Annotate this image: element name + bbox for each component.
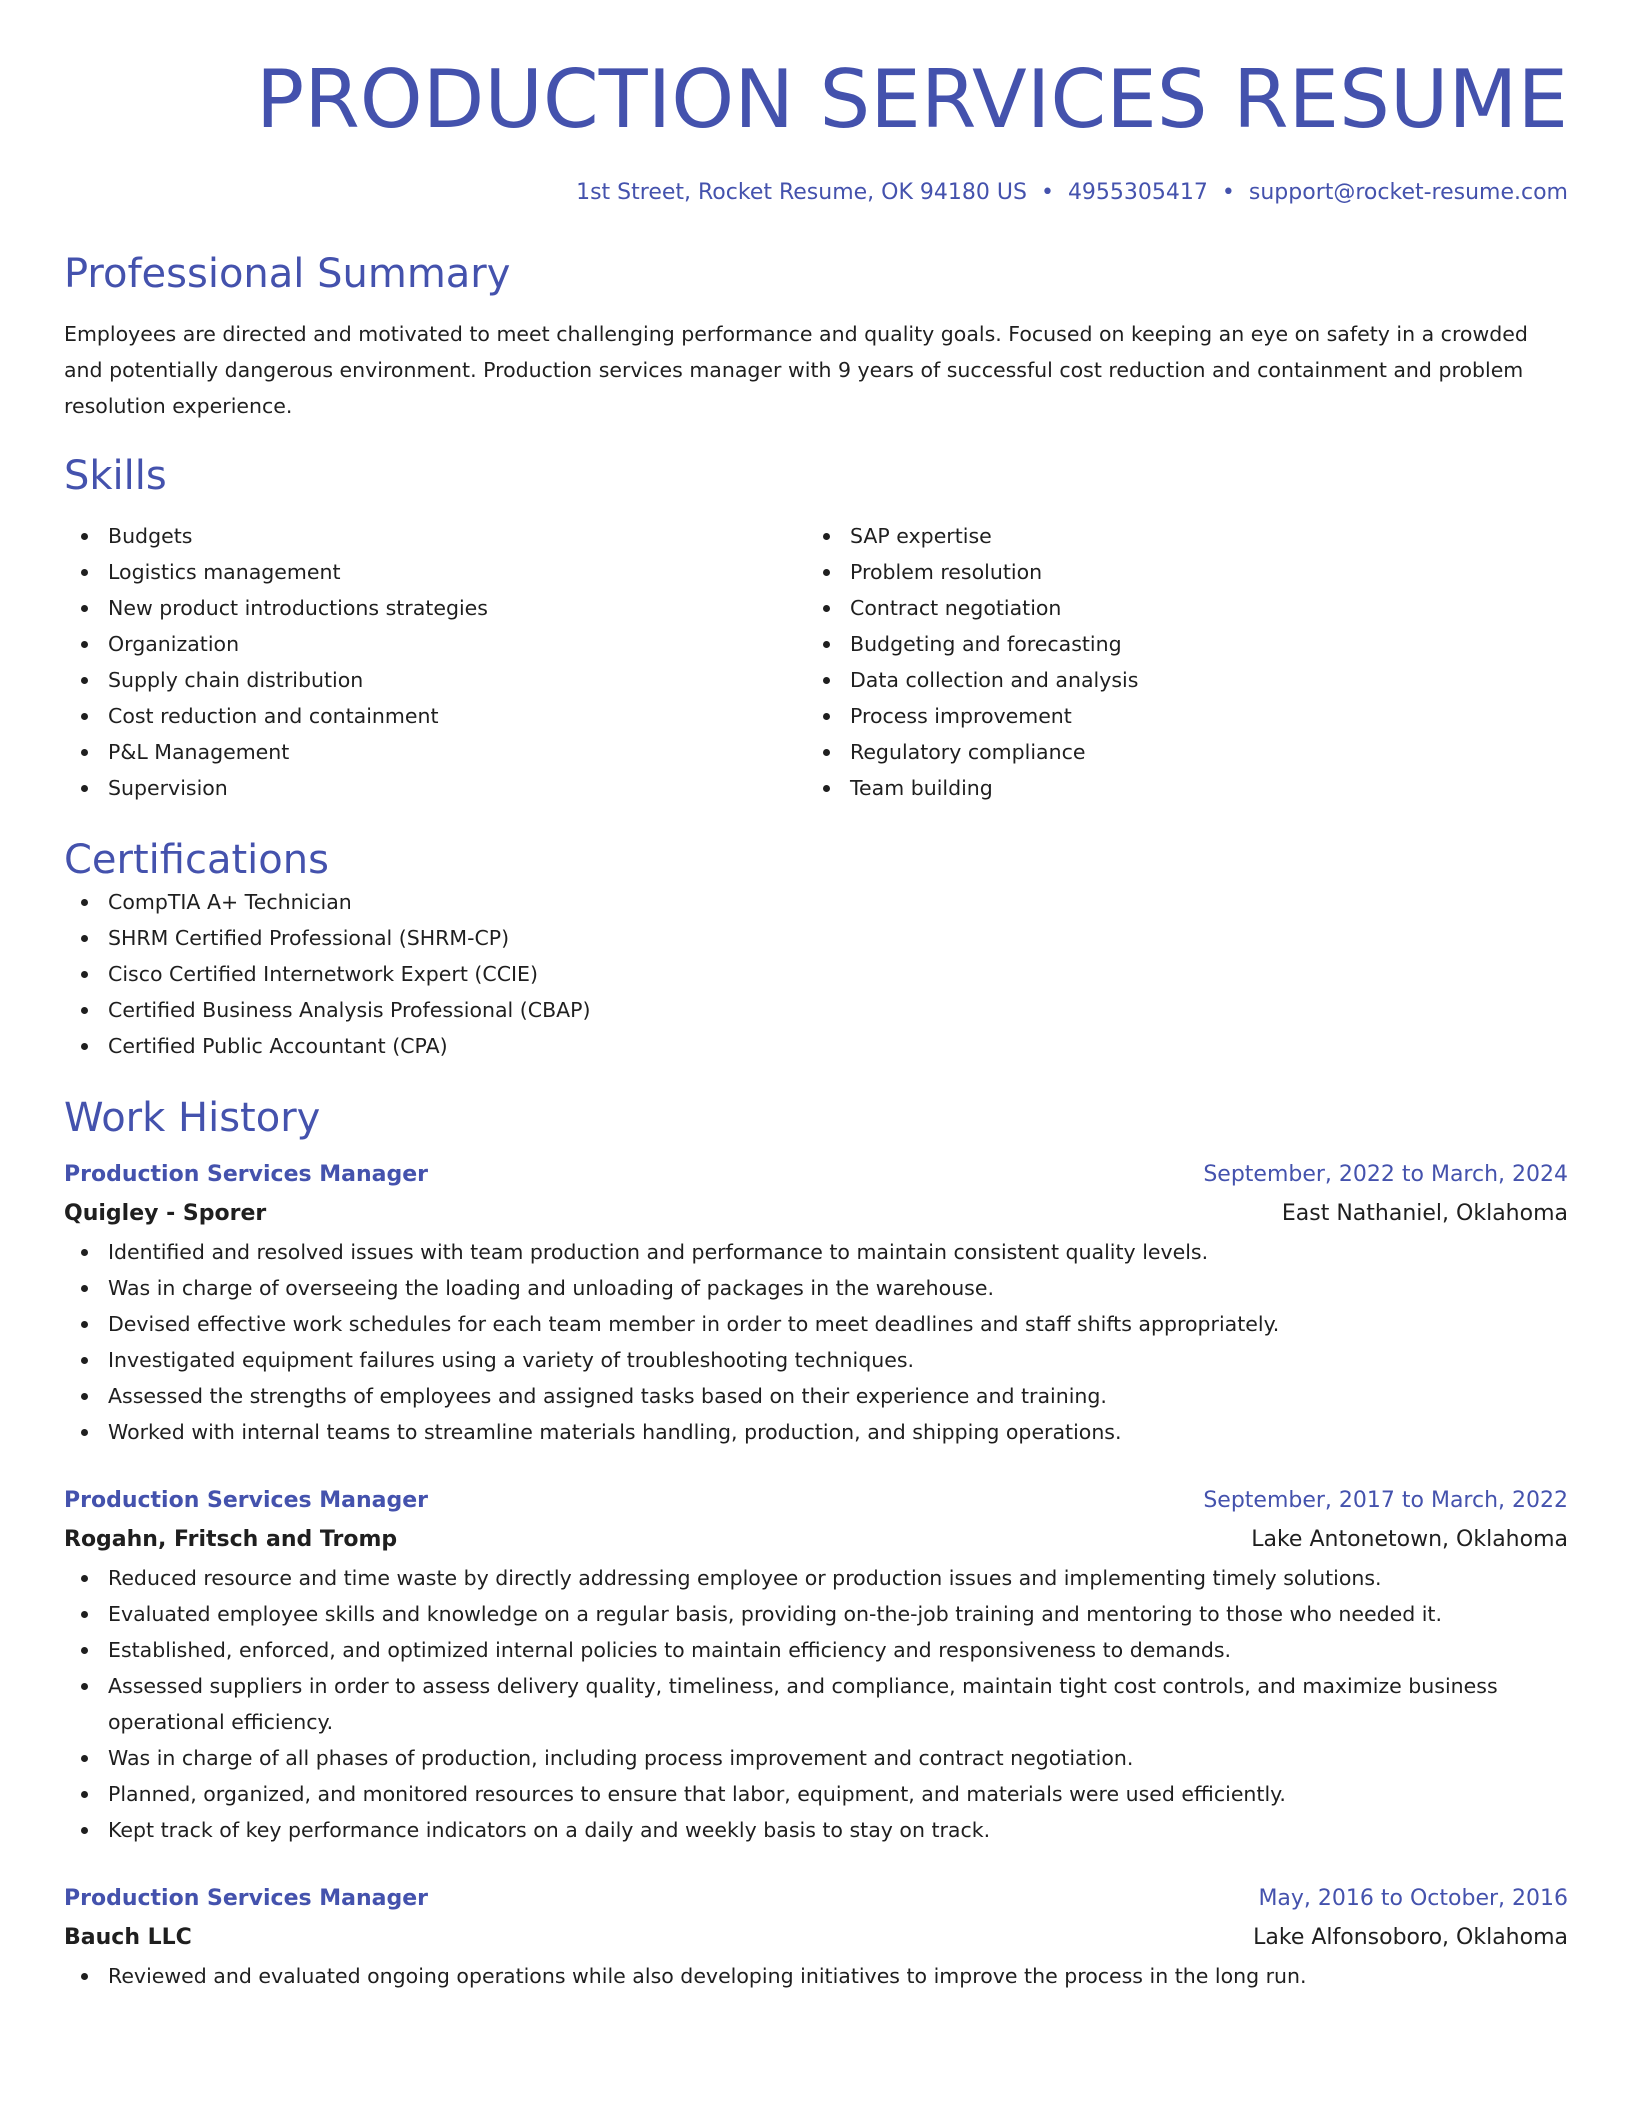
skill-item: Cost reduction and containment	[64, 698, 806, 734]
job-header-row	[64, 1156, 1568, 1194]
job-title: Production Services Manager	[64, 1886, 429, 1911]
skill-item: New product introductions strategies	[64, 590, 806, 626]
job-header-row	[64, 1482, 1568, 1520]
job-location: East Nathaniel, Oklahoma	[1281, 1201, 1568, 1226]
summary-text: Employees are directed and motivated to meet challenging performance and quality goals. Focused on keeping an eye on safety in a crowded and potentially dangerous environment. Production services manager with 9 years of successful cost reduction and containment and problem resolution experience.	[64, 322, 1528, 418]
skill-item: Logistics management	[64, 554, 806, 590]
job-duty: Evaluated employee skills and knowledge on a regular basis, providing on-the-job training and mentoring to those who needed it.	[64, 1596, 1568, 1632]
resume-page	[64, 0, 1568, 1994]
job-entry	[64, 1156, 1568, 1450]
job-dates: September, 2017 to March, 2022	[1203, 1488, 1568, 1513]
resume-title: PRODUCTION SERVICES RESUME	[255, 53, 1568, 146]
job-entry	[64, 1482, 1568, 1848]
skill-item: Organization	[64, 626, 806, 662]
skills-grid	[64, 518, 1568, 806]
job-company: Rogahn, Fritsch and Tromp	[64, 1527, 398, 1552]
job-duties-list	[64, 1560, 1568, 1848]
job-duties-list	[64, 1958, 1568, 1994]
skills-list-right	[806, 518, 1548, 806]
job-company-row	[64, 1918, 1568, 1958]
job-dates: May, 2016 to October, 2016	[1258, 1886, 1568, 1911]
skill-item: P&L Management	[64, 734, 806, 770]
job-duty: Was in charge of overseeing the loading and unloading of packages in the warehouse.	[64, 1270, 1568, 1306]
job-duty: Kept track of key performance indicators on a daily and weekly basis to stay on track.	[64, 1812, 1568, 1848]
contact-separator: •	[1040, 180, 1054, 205]
skill-item: Regulatory compliance	[806, 734, 1548, 770]
job-duty: Identified and resolved issues with team production and performance to maintain consistent quality levels.	[64, 1234, 1568, 1270]
skill-item: Data collection and analysis	[806, 662, 1548, 698]
job-header-row	[64, 1880, 1568, 1918]
job-location: Lake Antonetown, Oklahoma	[1251, 1527, 1568, 1552]
work-history-heading: Work History	[64, 1095, 321, 1141]
certification-item: Certified Public Accountant (CPA)	[64, 1028, 1568, 1064]
job-title: Production Services Manager	[64, 1488, 429, 1513]
contact-separator: •	[1221, 180, 1235, 205]
job-duty: Investigated equipment failures using a variety of troubleshooting techniques.	[64, 1342, 1568, 1378]
skill-item: Supply chain distribution	[64, 662, 806, 698]
job-duty: Worked with internal teams to streamline materials handling, production, and shipping operations.	[64, 1414, 1568, 1450]
skill-item: Team building	[806, 770, 1548, 806]
certification-item: CompTIA A+ Technician	[64, 884, 1568, 920]
certification-item: Certified Business Analysis Professional (CBAP)	[64, 992, 1568, 1028]
skill-item: Contract negotiation	[806, 590, 1548, 626]
contact-line	[64, 178, 1568, 208]
job-duty: Assessed suppliers in order to assess delivery quality, timeliness, and compliance, maintain tight cost controls, and maximize business operational efficiency.	[64, 1668, 1568, 1740]
job-duty: Established, enforced, and optimized internal policies to maintain efficiency and responsiveness to demands.	[64, 1632, 1568, 1668]
certification-item: SHRM Certified Professional (SHRM-CP)	[64, 920, 1568, 956]
skill-item: Budgeting and forecasting	[806, 626, 1548, 662]
skill-item: Supervision	[64, 770, 806, 806]
job-location: Lake Alfonsoboro, Oklahoma	[1253, 1925, 1568, 1950]
skills-list-left	[64, 518, 806, 806]
job-company-row	[64, 1520, 1568, 1560]
job-duty: Devised effective work schedules for each team member in order to meet deadlines and staff shifts appropriately.	[64, 1306, 1568, 1342]
job-company: Bauch LLC	[64, 1925, 192, 1950]
job-company-row	[64, 1194, 1568, 1234]
skills-heading: Skills	[64, 453, 167, 499]
job-duty: Was in charge of all phases of production, including process improvement and contract negotiation.	[64, 1740, 1568, 1776]
job-duty: Reviewed and evaluated ongoing operations while also developing initiatives to improve the process in the long run.	[64, 1958, 1568, 1994]
skill-item: Process improvement	[806, 698, 1548, 734]
skills-column-right	[806, 518, 1548, 806]
summary-heading: Professional Summary	[64, 251, 511, 297]
job-duties-list	[64, 1234, 1568, 1450]
skill-item: SAP expertise	[806, 518, 1548, 554]
skills-column-left	[64, 518, 806, 806]
certifications-list	[64, 884, 1568, 1064]
contact-address: 1st Street, Rocket Resume, OK 94180 US	[576, 180, 1027, 205]
job-dates: September, 2022 to March, 2024	[1203, 1162, 1568, 1187]
job-duty: Planned, organized, and monitored resources to ensure that labor, equipment, and materials were used efficiently.	[64, 1776, 1568, 1812]
certification-item: Cisco Certified Internetwork Expert (CCIE)	[64, 956, 1568, 992]
job-entry	[64, 1880, 1568, 1994]
job-company: Quigley - Sporer	[64, 1201, 267, 1226]
contact-phone[interactable]: 4955305417	[1067, 180, 1208, 205]
certifications-heading: Certifications	[64, 837, 329, 883]
job-duty: Reduced resource and time waste by directly addressing employee or production issues and implementing timely solutions.	[64, 1560, 1568, 1596]
skill-item: Budgets	[64, 518, 806, 554]
skill-item: Problem resolution	[806, 554, 1548, 590]
job-duty: Assessed the strengths of employees and assigned tasks based on their experience and training.	[64, 1378, 1568, 1414]
job-title: Production Services Manager	[64, 1162, 429, 1187]
contact-email[interactable]: support@rocket-resume.com	[1248, 180, 1568, 205]
